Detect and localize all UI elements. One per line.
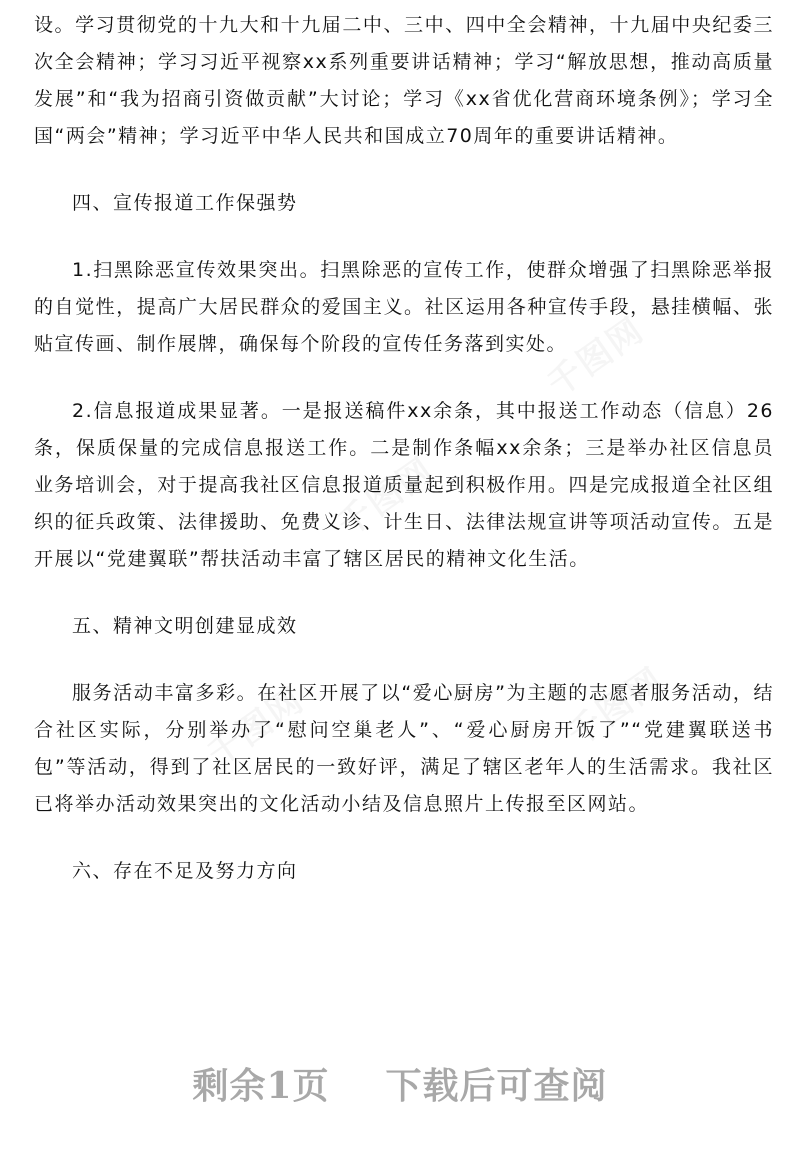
remaining-pages-label: 剩余1页 — [192, 1065, 330, 1107]
download-prompt-label: 下载后可查阅 — [385, 1065, 608, 1107]
intro-paragraph: 设。学习贯彻党的十九大和十九届二中、三中、四中全会精神，十九届中央纪委三次全会精神；学习习近平视察xx系列重要讲话精神；学习“解放思想，推动高质量发展”和“我为招商引资做贡献”大讨论；学习《xx省优化营商环境条例》；学习全国“两会”精神；学习近平中华人民共和国成立70周年的重要讲话精神。 — [34, 14, 774, 147]
download-banner[interactable] — [0, 1058, 800, 1109]
watermark: 千图网 — [540, 310, 652, 405]
section-heading-4: 四、宣传报道工作保强势 — [72, 192, 298, 214]
section4-paragraph-1: 1.扫黑除恶宣传效果突出。扫黑除恶的宣传工作，使群众增强了扫黑除恶举报的自觉性，提高广大居民群众的爱国主义。社区运用各种宣传手段，悬挂横幅、张贴宣传画、制作展牌，确保每个阶段的宣传任务落到实处。 — [34, 259, 774, 355]
section5-paragraph-1: 服务活动丰富多彩。在社区开展了以“爱心厨房”为主题的志愿者服务活动，结合社区实际，分别举办了“慰问空巢老人”、“爱心厨房开饭了”“党建翼联送书包”等活动，得到了社区居民的一致好评，满足了辖区老年人的生活需求。我社区已将举办活动效果突出的文化活动小结及信息照片上传报至区网站。 — [34, 682, 774, 815]
watermark: 千图网 — [330, 450, 442, 545]
document-body — [34, 0, 774, 890]
watermark: 千图网 — [560, 660, 672, 755]
section-heading-5: 五、精神文明创建显成效 — [72, 615, 298, 637]
section-heading-6: 六、存在不足及努力方向 — [72, 860, 298, 882]
watermark: 千图网 — [200, 680, 312, 775]
section4-paragraph-2: 2.信息报道成果显著。一是报送稿件xx余条，其中报送工作动态（信息）26条，保质保量的完成信息报送工作。二是制作条幅xx余条；三是举办社区信息员业务培训会，对于提高我社区信息报道质量起到积极作用。四是完成报道全社区组织的征兵政策、法律援助、免费义诊、计生日、法律法规宣讲等项活动宣传。五是开展以“党建翼联”帮扶活动丰富了辖区居民的精神文化生活。 — [34, 400, 774, 570]
